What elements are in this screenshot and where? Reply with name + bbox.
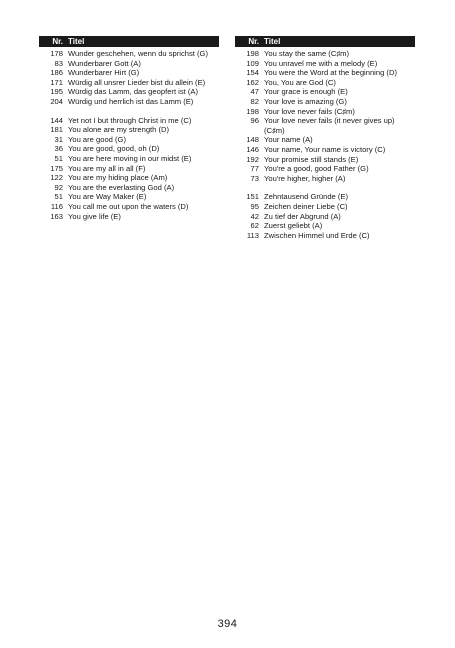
song-title: Zehntausend Gründe (E): [264, 192, 349, 202]
index-entry: [235, 155, 415, 165]
song-title: Your name, Your name is victory (C): [264, 144, 386, 154]
song-title: You alone are my strength (D): [68, 125, 170, 135]
song-title: You unravel me with a melody (E): [264, 58, 378, 68]
song-number: 178: [50, 49, 63, 58]
index-entry: [235, 202, 415, 212]
index-entry: [39, 173, 219, 183]
index-entry: [235, 231, 415, 241]
index-entry: [39, 164, 219, 174]
song-title: Würdig und herrlich ist das Lamm (E): [68, 96, 194, 106]
song-number: 186: [50, 68, 63, 78]
table-header: [235, 36, 415, 47]
song-title: You are my all in all (F): [68, 163, 146, 173]
song-number: 151: [246, 192, 259, 202]
section-gap: [235, 183, 415, 192]
song-title: Your love never fails (it never gives up) (C♯m): [264, 116, 395, 135]
index-entry: [235, 135, 415, 145]
song-number: 62: [250, 221, 259, 231]
index-entry: [235, 192, 415, 202]
song-title: Wunder geschehen, wenn du sprichst (G): [68, 49, 208, 58]
song-title: You are good, good, oh (D): [68, 144, 160, 154]
song-title: Zeichen deiner Liebe (C): [264, 201, 348, 211]
song-title: Zuerst geliebt (A): [264, 221, 323, 231]
song-number: 95: [250, 201, 259, 211]
song-title: Your grace is enough (E): [264, 87, 348, 97]
song-title: Wunderbarer Hirt (G): [68, 68, 140, 78]
index-entry: [39, 183, 219, 193]
song-title: Your love is amazing (G): [264, 96, 347, 106]
song-number: 73: [250, 173, 259, 183]
song-title: Yet not I but through Christ in me (C): [68, 115, 192, 125]
song-number: 204: [50, 96, 63, 106]
index-entry: [39, 125, 219, 135]
index-column-right: [235, 36, 415, 240]
song-title: You are good (G): [68, 134, 126, 144]
song-number: 154: [246, 68, 259, 78]
song-number: 171: [50, 77, 63, 87]
song-title: Your love never fails (C♯m): [264, 106, 355, 116]
index-entry: [39, 202, 219, 212]
song-number: 198: [246, 49, 259, 58]
song-title: Würdig das Lamm, das geopfert ist (A): [68, 87, 198, 97]
song-number: 198: [246, 106, 259, 116]
index-entry: [39, 144, 219, 154]
song-title: You're a good, good Father (G): [264, 164, 369, 174]
song-number: 144: [50, 115, 63, 125]
song-number: 122: [50, 173, 63, 183]
index-entry: [39, 87, 219, 97]
index-entry: [235, 116, 415, 135]
song-title: You give life (E): [68, 211, 121, 221]
song-number: 192: [246, 154, 259, 164]
index-entry: [39, 154, 219, 164]
song-title: Wunderbarer Gott (A): [68, 58, 141, 68]
song-number: 162: [246, 77, 259, 87]
song-number: 148: [246, 135, 259, 145]
song-number: 31: [54, 134, 63, 144]
index-entry: [39, 59, 219, 69]
song-number: 163: [50, 211, 63, 221]
index-entry: [235, 78, 415, 88]
song-title: Zu tief der Abgrund (A): [264, 211, 341, 221]
index-entry: [39, 78, 219, 88]
index-entry: [235, 145, 415, 155]
song-title: Würdig all unsrer Lieder bist du allein (E): [68, 77, 206, 87]
song-number: 195: [50, 87, 63, 97]
song-number: 175: [50, 163, 63, 173]
index-entry: [235, 221, 415, 231]
index-column-left: [39, 36, 219, 221]
song-title: You are my hiding place (Am): [68, 173, 168, 183]
song-title: You are the everlasting God (A): [68, 182, 175, 192]
song-title: You're higher, higher (A): [264, 173, 346, 183]
song-number: 113: [246, 230, 259, 240]
song-title: You, You are God (C): [264, 77, 336, 87]
song-number: 146: [246, 144, 259, 154]
song-number: 92: [54, 182, 63, 192]
header-title: Titel: [68, 36, 85, 46]
index-entry: [39, 192, 219, 202]
song-number: 96: [250, 116, 259, 126]
index-rows-right: [235, 49, 415, 240]
song-number: 42: [250, 211, 259, 221]
index-entry: [235, 212, 415, 222]
index-entry: [39, 68, 219, 78]
song-number: 181: [50, 125, 63, 135]
index-entry: [235, 68, 415, 78]
index-entry: [39, 49, 219, 59]
index-entry: [39, 212, 219, 222]
song-title: Zwischen Himmel und Erde (C): [264, 230, 370, 240]
header-number: Nr.: [52, 36, 63, 46]
song-title: You call me out upon the waters (D): [68, 201, 189, 211]
song-number: 36: [54, 144, 63, 154]
header-title: Titel: [264, 36, 281, 46]
section-gap: [39, 107, 219, 116]
song-number: 51: [54, 192, 63, 202]
song-number: 51: [54, 153, 63, 163]
song-title: You stay the same (C♯m): [264, 49, 349, 58]
index-entry: [235, 87, 415, 97]
index-entry: [39, 135, 219, 145]
song-title: You are Way Maker (E): [68, 192, 147, 202]
header-number: Nr.: [248, 36, 259, 46]
song-title: Your promise still stands (E): [264, 154, 359, 164]
song-title: Your name (A): [264, 135, 313, 145]
song-number: 83: [54, 58, 63, 68]
song-number: 109: [246, 58, 259, 68]
index-entry: [235, 59, 415, 69]
index-entry: [235, 97, 415, 107]
song-number: 77: [250, 164, 259, 174]
song-number: 116: [50, 201, 63, 211]
index-rows-left: [39, 49, 219, 221]
index-entry: [235, 164, 415, 174]
page-number: 394: [217, 618, 238, 630]
index-entry: [39, 116, 219, 126]
index-entry: [39, 97, 219, 107]
index-entry: [235, 49, 415, 59]
index-entry: [235, 174, 415, 184]
song-title: You are here moving in our midst (E): [68, 153, 192, 163]
table-header: [39, 36, 219, 47]
song-title: You were the Word at the beginning (D): [264, 68, 397, 78]
song-number: 47: [250, 87, 259, 97]
song-number: 82: [250, 96, 259, 106]
index-entry: [235, 107, 415, 117]
